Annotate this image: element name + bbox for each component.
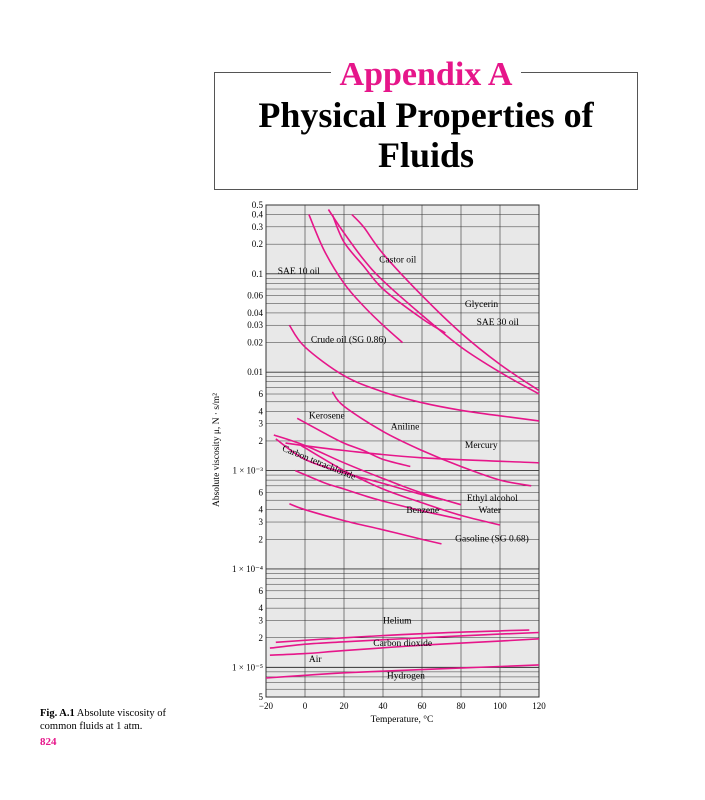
y-tick-label: 6 <box>258 389 263 400</box>
x-tick-label: −20 <box>258 701 274 711</box>
figure-caption <box>40 707 200 733</box>
y-tick-label: 6 <box>258 585 263 596</box>
y-tick-label: 2 <box>258 534 263 545</box>
curve-label: Water <box>478 506 502 517</box>
y-tick-label: 1 × 10⁻⁵ <box>232 662 263 673</box>
curve-label: Carbon tetrachloride <box>280 444 357 483</box>
x-tick-label: 40 <box>378 701 388 711</box>
y-tick-label: 4 <box>258 603 263 614</box>
curve-label: Glycerin <box>464 299 499 310</box>
y-tick-label: 0.02 <box>247 337 263 348</box>
y-tick-label: 4 <box>258 406 263 417</box>
appendix-label: Appendix A <box>331 57 521 93</box>
y-tick-label: 0.3 <box>251 221 263 232</box>
y-tick-label: 1 × 10⁻³ <box>232 465 263 476</box>
x-tick-label: 0 <box>302 701 308 711</box>
curve-label: Crude oil (SG 0.86) <box>310 335 387 346</box>
x-axis-label: Temperature, °C <box>370 715 434 725</box>
title-line-2: Fluids <box>377 135 475 175</box>
curve-label: Mercury <box>464 440 498 451</box>
curve-label: Benzene <box>406 506 440 517</box>
x-tick-label: 100 <box>493 701 507 711</box>
title-line-1: Physical Properties of <box>258 95 594 135</box>
curve-label: Carbon dioxide <box>373 638 433 649</box>
y-tick-label: 1 × 10⁻⁴ <box>232 563 263 574</box>
y-tick-label: 0.1 <box>251 268 263 279</box>
curve-label: Air <box>308 655 322 666</box>
curve-label: SAE 30 oil <box>476 318 519 329</box>
y-axis-label: Absolute viscosity μ, N · s/m² <box>212 392 222 508</box>
curve-label: SAE 10 oil <box>277 266 320 277</box>
y-tick-label: 3 <box>258 615 263 626</box>
y-tick-label: 3 <box>258 517 263 528</box>
y-tick-label: 5 <box>258 692 263 702</box>
x-tick-label: 20 <box>339 701 349 711</box>
x-tick-label: 80 <box>456 701 466 711</box>
y-tick-labels <box>232 200 263 702</box>
curve-label: Gasoline (SG 0.68) <box>455 534 529 545</box>
y-tick-label: 2 <box>258 435 263 446</box>
x-tick-label: 120 <box>532 701 546 711</box>
y-tick-label: 0.03 <box>247 320 263 331</box>
y-tick-label: 0.2 <box>251 239 263 250</box>
curve-label: Aniline <box>390 422 420 433</box>
curve-label: Castor oil <box>379 255 417 266</box>
y-tick-label: 4 <box>258 504 263 515</box>
y-tick-label: 0.5 <box>251 200 263 210</box>
y-tick-label: 0.01 <box>247 367 263 378</box>
x-tick-labels <box>259 701 546 711</box>
curve-label: Kerosene <box>308 411 345 422</box>
y-tick-label: 6 <box>258 487 263 498</box>
caption-text: Absolute viscosity of common fluids at 1 atm. <box>40 708 167 732</box>
page-number: 824 <box>40 736 57 748</box>
y-tick-label: 2 <box>258 632 263 643</box>
y-tick-label: 0.4 <box>251 209 263 220</box>
y-tick-label: 0.06 <box>247 290 263 301</box>
y-tick-label: 0.04 <box>247 307 263 318</box>
x-tick-label: 60 <box>417 701 427 711</box>
curve-label: Hydrogen <box>386 671 425 682</box>
y-tick-label: 3 <box>258 418 263 429</box>
caption-label: Fig. A.1 <box>40 708 75 719</box>
curve-label: Helium <box>383 616 412 627</box>
curve-label: Ethyl alcohol <box>466 494 518 505</box>
